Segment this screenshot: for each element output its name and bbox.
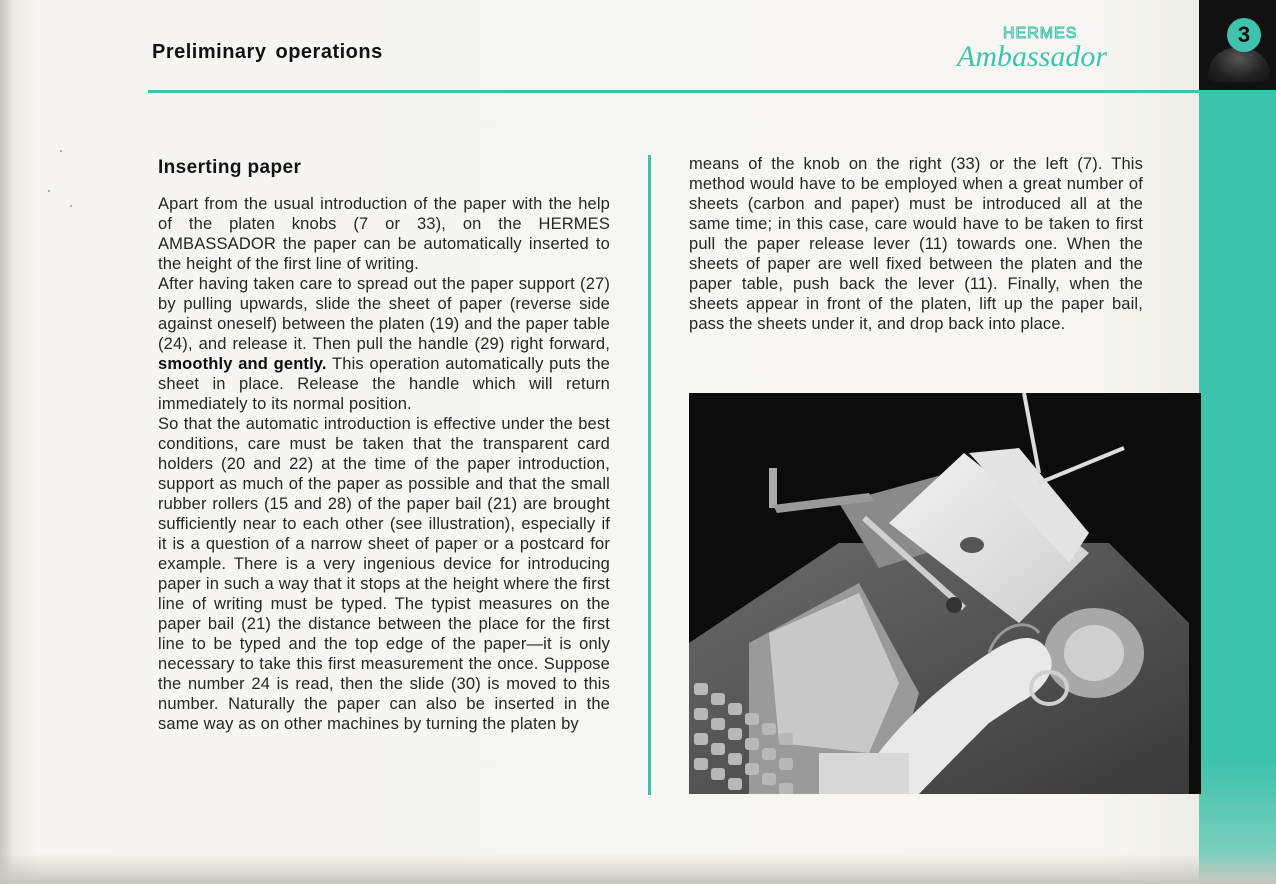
brand-top: HERMES [1003,25,1078,42]
speckle [48,190,50,192]
binding-shadow [0,0,14,884]
typewriter-photo [689,393,1201,794]
paragraph-4: means of the knob on the right (33) or the left (7). This method would have to be employed when a great number of sheets (carbon and paper) must be introduced all at the same time; in this case, care would have to be taken to first pull the paper release lever (11) towards one. When the sheets of paper are well fixed between the platen and the paper table, push back the lever (11). Finally, when the sheets appear in front of the platen, lift up the paper bail, pass the sheets under it, and drop back into place. [689,155,1143,333]
page-number: 3 [1227,18,1261,52]
header-rule [148,90,1200,93]
left-column-text [158,194,610,734]
side-color-strip [1199,90,1276,884]
hermes-ambassador-logo [955,18,1140,88]
page-title: Preliminary operations [152,41,383,63]
right-column-text [689,154,1143,334]
speckle [70,205,72,207]
brand-script: Ambassador [957,40,1108,73]
section-heading: Inserting paper [158,157,302,178]
page-bottom-shadow [0,854,1276,884]
paragraph-3: So that the automatic introduction is effective under the best conditions, care must be taken that the transparent card holders (20 and 22) at the time of the paper introduction, support as much of the paper as possible and that the small rubber rollers (15 and 28) of the paper bail (21) are brought sufficiently near to each other (see illustration), especially if it is a question of a narrow sheet of paper or a postcard for example. There is a very ingenious device for introducing paper in such a way that it stops at the height where the first line of writing must be typed. The typist measures on the paper bail (21) the distance between the place for the first line to be typed and the top edge of the paper—it is only necessary to take this first measurement the once. Suppose the number 24 is read, then the slide (30) is moved to this number. Naturally the paper can also be inserted in the same way as on other machines by turning the platen by [158,415,610,733]
paragraph-2: After having taken care to spread out the paper support (27) by pulling upwards, slide the sheet of paper (reverse side against oneself) between the platen (19) and the paper table (24), and release it. Then pull the handle (29) right forward, smoothly and gently. This operation automatically puts the sheet in place. Release the handle which will return immediately to its normal position. [158,275,611,413]
paragraph-1: Apart from the usual introduction of the paper with the help of the platen knobs (7 or 33), on the HERMES AMBASSADOR the paper can be automatically inserted to the height of the first line of writing. [158,195,610,273]
emphasis-text: smoothly and gently. [158,355,327,373]
column-divider [648,155,651,795]
speckle [60,150,62,152]
